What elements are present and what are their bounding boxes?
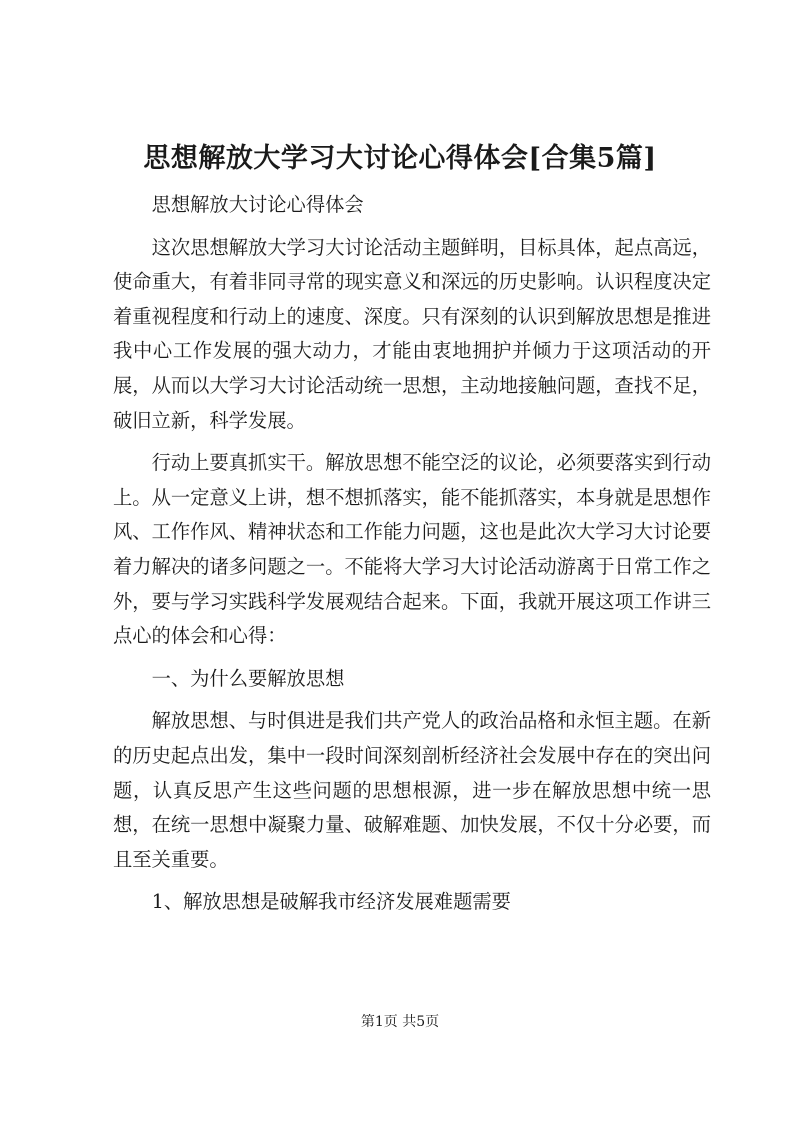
document-body bbox=[113, 188, 711, 920]
body-paragraph: 解放思想、与时俱进是我们共产党人的政治品格和永恒主题。在新的历史起点出发，集中一段时间深刻剖析经济社会发展中存在的突出问题，认真反思产生这些问题的思想根源，进一步在解放思想中统一思想，在统一思想中凝聚力量、破解难题、加快发展，不仅十分必要，而且至关重要。 bbox=[113, 709, 711, 871]
section-heading: 一、为什么要解放思想 bbox=[151, 666, 345, 690]
section-heading: 1、解放思想是破解我市经济发展难题需要 bbox=[151, 890, 511, 914]
body-paragraph: 行动上要真抓实干。解放思想不能空泛的议论，必须要落实到行动上。从一定意义上讲，想不想抓落实，能不能抓落实，本身就是思想作风、工作作风、精神状态和工作能力问题，这也是此次大学习大讨论要着力解决的诸多问题之一。不能将大学习大讨论活动游离于日常工作之外，要与学习实践科学发展观结合起来。下面，我就开展这项工作讲三点心的体会和心得： bbox=[113, 451, 711, 648]
body-paragraph: 这次思想解放大学习大讨论活动主题鲜明，目标具体，起点高远，使命重大，有着非同寻常的现实意义和深远的历史影响。认识程度决定着重视程度和行动上的速度、深度。只有深刻的认识到解放思想是推进我中心工作发展的强大动力，才能由衷地拥护并倾力于这项活动的开展，从而以大学习大讨论活动统一思想，主动地接触问题，查找不足，破旧立新，科学发展。 bbox=[113, 235, 711, 432]
subtitle-paragraph: 思想解放大讨论心得体会 bbox=[151, 193, 364, 216]
document-title: 思想解放大学习大讨论心得体会[合集5篇] bbox=[143, 143, 657, 174]
page-footer: 第1页 共5页 bbox=[360, 1014, 440, 1030]
